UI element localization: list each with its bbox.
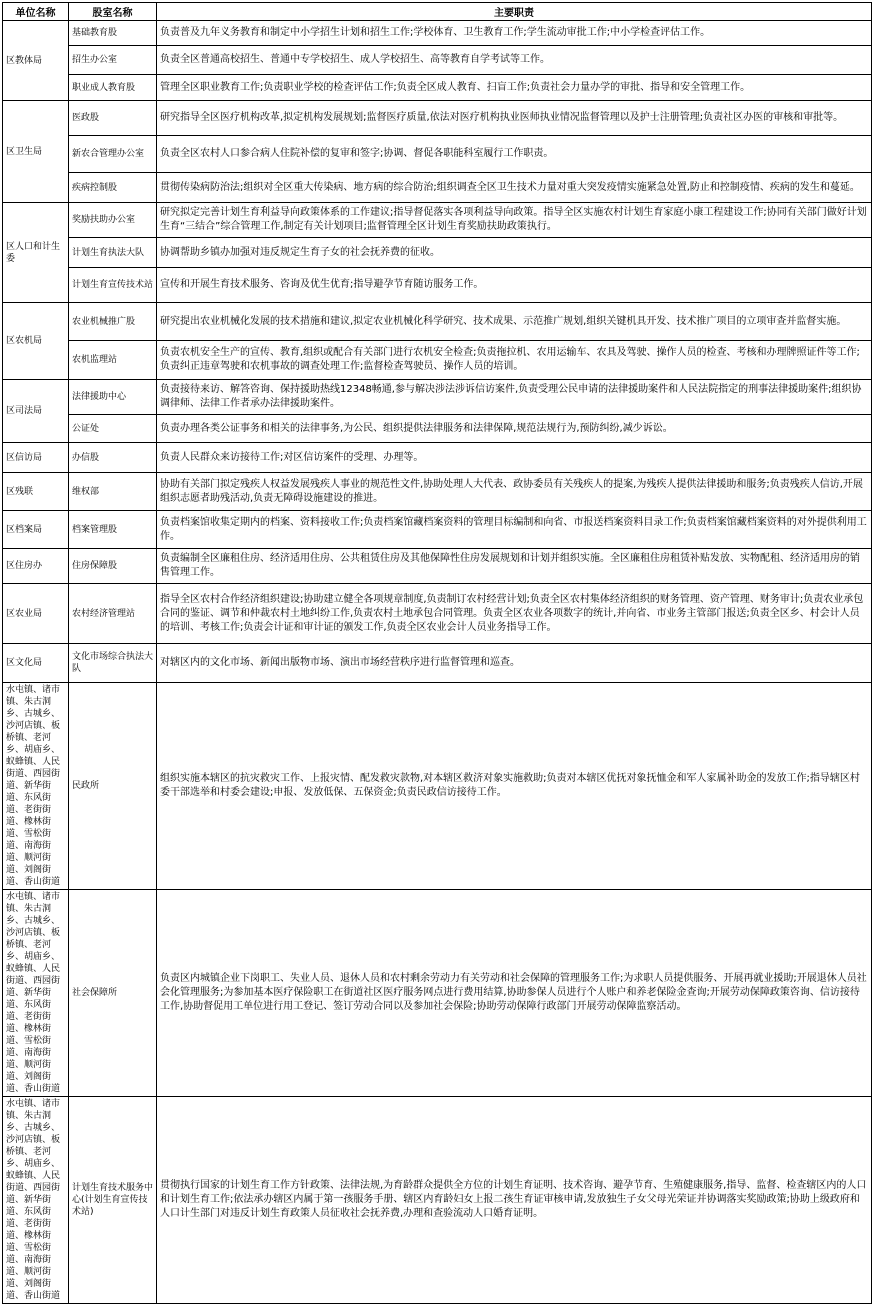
- duty-table: [2, 2, 872, 1304]
- table-row: [3, 890, 872, 1097]
- duty-cell: 研究拟定完善计划生育利益导向政策体系的工作建议;指导督促落实各项利益导向政策。指导全区实施农村计划生育家庭小康工程建设工作;协同有关部门做好计划生育“三结合”综合管理工作,制定有关计划项目;监督管理全区计划生育奖励扶助政策执行。: [157, 203, 872, 238]
- table-row: [3, 101, 872, 136]
- section-name-cell: 招生办公室: [69, 46, 157, 75]
- unit-name-cell: 区司法局: [3, 380, 69, 443]
- section-name-cell: 疾病控制股: [69, 173, 157, 203]
- header-unit-name: 单位名称: [3, 3, 69, 21]
- duty-cell: 负责普及九年义务教育和制定中小学招生计划和招生工作;学校体育、卫生教育工作;学生流动审批工作;中小学检查评估工作。: [157, 21, 872, 46]
- section-name-cell: 档案管理股: [69, 511, 157, 549]
- duty-cell: 组织实施本辖区的抗灾救灾工作、上报灾情、配发救灾款物,对本辖区救济对象实施救助;负责对本辖区优抚对象抚恤金和军人家属补助金的发放工作;指导辖区村委干部选举和村委会建设;申报、发放低保、五保资金;负责民政信访接待工作。: [157, 683, 872, 890]
- table-row: [3, 238, 872, 268]
- duty-cell: 负责人民群众来访接待工作;对区信访案件的受理、办理等。: [157, 443, 872, 473]
- table-row: [3, 380, 872, 415]
- duty-cell: 对辖区内的文化市场、新闻出版物市场、演出市场经营秩序进行监督管理和巡查。: [157, 644, 872, 683]
- table-body: [3, 21, 872, 1304]
- table-row: [3, 683, 872, 890]
- section-name-cell: 住房保障股: [69, 549, 157, 584]
- duty-cell: 协助有关部门拟定残疾人权益发展残疾人事业的规范性文件,协助处理人大代表、政协委员有关残疾人的提案,为残疾人提供法律援助和服务;负责残疾人信访,开展组织志愿者助残活动,负责无障碍设施建设的推进。: [157, 473, 872, 511]
- unit-name-cell: 区人口和计生委: [3, 203, 69, 303]
- duty-cell: 研究指导全区医疗机构改革,拟定机构发展规划;监督医疗质量,依法对医疗机构执业医师执业情况监督管理以及护士注册管理;负责社区办医的审核和审批等。: [157, 101, 872, 136]
- unit-name-cell: 区卫生局: [3, 101, 69, 203]
- header-section-name: 股室名称: [69, 3, 157, 21]
- table-row: [3, 584, 872, 644]
- section-name-cell: 奖励扶助办公室: [69, 203, 157, 238]
- duty-cell: 管理全区职业教育工作;负责职业学校的检查评估工作;负责全区成人教育、扫盲工作;负责社会力量办学的审批、指导和安全管理工作。: [157, 75, 872, 101]
- table-row: [3, 511, 872, 549]
- unit-name-cell: 区文化局: [3, 644, 69, 683]
- section-name-cell: 维权部: [69, 473, 157, 511]
- table-row: [3, 21, 872, 46]
- unit-name-cell: 区档案局: [3, 511, 69, 549]
- duty-cell: 负责全区普通高校招生、普通中专学校招生、成人学校招生、高等教育自学考试等工作。: [157, 46, 872, 75]
- table-row: [3, 268, 872, 303]
- duty-cell: 指导全区农村合作经济组织建设;协助建立健全各项规章制度,负责制订农村经营计划;负责全区农村集体经济组织的财务管理、资产管理、财务审计;负责农业承包合同的鉴证、调节和仲裁农村土地纠纷工作,负责农村土地承包合同管理。负责全区农业各项数字的统计,并向省、市业务主管部门报送;负责全区乡、村会计人员的培训、考核工作;负责会计证和审计证的颁发工作,负责全区农业会计人员业务指导工作。: [157, 584, 872, 644]
- duty-cell: 贯彻传染病防治法;组织对全区重大传染病、地方病的综合防治;组织调查全区卫生技术力量对重大突发疫情实施紧急处置,防止和控制疫情、疾病的发生和蔓延。: [157, 173, 872, 203]
- section-name-cell: 计划生育宣传技术站: [69, 268, 157, 303]
- unit-name-cell: 水屯镇、诸市镇、朱古洞乡、古城乡、沙河店镇、板桥镇、老河乡、胡庙乡、蚁蜂镇、人民街道、西园街道、新华街道、东风街道、老街街道、橡林街道、雪松街道、南海街道、顺河街道、刘阁街道、香山街道: [3, 890, 69, 1097]
- duty-cell: 负责档案馆收集定期内的档案、资料接收工作;负责档案馆藏档案资料的管理目标编制和向省、市报送档案资料目录工作;负责档案馆藏档案资料的对外提供利用工作。: [157, 511, 872, 549]
- table-row: [3, 1097, 872, 1304]
- section-name-cell: 农机监理站: [69, 341, 157, 380]
- unit-name-cell: 区农机局: [3, 303, 69, 380]
- section-name-cell: 民政所: [69, 683, 157, 890]
- section-name-cell: 计划生育技术服务中心(计划生育宣传技术站): [69, 1097, 157, 1304]
- section-name-cell: 公证处: [69, 415, 157, 443]
- unit-name-cell: 区教体局: [3, 21, 69, 101]
- section-name-cell: 办信股: [69, 443, 157, 473]
- unit-name-cell: 水屯镇、诸市镇、朱古洞乡、古城乡、沙河店镇、板桥镇、老河乡、胡庙乡、蚁蜂镇、人民街道、西园街道、新华街道、东风街道、老街街道、橡林街道、雪松街道、南海街道、顺河街道、刘阁街道、香山街道: [3, 683, 69, 890]
- section-name-cell: 法律援助中心: [69, 380, 157, 415]
- table-row: [3, 415, 872, 443]
- header-duties: 主要职责: [157, 3, 872, 21]
- section-name-cell: 职业成人教育股: [69, 75, 157, 101]
- unit-name-cell: 区信访局: [3, 443, 69, 473]
- table-row: [3, 644, 872, 683]
- duty-cell: 负责办理各类公证事务和相关的法律事务,为公民、组织提供法律服务和法律保障,规范法规行为,预防纠纷,减少诉讼。: [157, 415, 872, 443]
- unit-name-cell: 区住房办: [3, 549, 69, 584]
- unit-name-cell: 水屯镇、诸市镇、朱古洞乡、古城乡、沙河店镇、板桥镇、老河乡、胡庙乡、蚁蜂镇、人民街道、西园街道、新华街道、东风街道、老街街道、橡林街道、雪松街道、南海街道、顺河街道、刘阁街道、香山街道: [3, 1097, 69, 1304]
- section-name-cell: 计划生育执法大队: [69, 238, 157, 268]
- duty-cell: 研究提出农业机械化发展的技术措施和建议,拟定农业机械化科学研究、技术成果、示范推广规划,组织关键机具开发、技术推广项目的立项审查并监督实施。: [157, 303, 872, 341]
- unit-name-cell: 区农业局: [3, 584, 69, 644]
- duty-cell: 协调帮助乡镇办加强对违反规定生育子女的社会抚养费的征收。: [157, 238, 872, 268]
- section-name-cell: 医政股: [69, 101, 157, 136]
- duty-cell: 贯彻执行国家的计划生育工作方针政策、法律法规,为育龄群众提供全方位的计划生育证明、技术咨询、避孕节育、生殖健康服务,指导、监督、检查辖区内的人口和计划生育工作;依法承办辖区内属于第一孩服务手册、辖区内育龄妇女上报二孩生育证审核申请,发放独生子女父母光荣证并协调落实奖励政策;协助上级政府和人口计生部门对违反计划生育政策人员征收社会抚养费,办理和查验流动人口婚育证明。: [157, 1097, 872, 1304]
- section-name-cell: 新农合管理办公室: [69, 136, 157, 173]
- section-name-cell: 基础教育股: [69, 21, 157, 46]
- table-row: [3, 549, 872, 584]
- table-row: [3, 341, 872, 380]
- section-name-cell: 社会保障所: [69, 890, 157, 1097]
- table-row: [3, 46, 872, 75]
- duty-cell: 负责农机安全生产的宣传、教育,组织或配合有关部门进行农机安全检查;负责拖拉机、农用运输车、农具及驾驶、操作人员的检查、考核和办理牌照证件等工作;负责纠正违章驾驶和农机事故的调查处理工作;监督检查驾驶员、操作人员的培训。: [157, 341, 872, 380]
- table-row: [3, 173, 872, 203]
- duty-cell: 负责编制全区廉租住房、经济适用住房、公共租赁住房及其他保障性住房发展规划和计划并组织实施。全区廉租住房租赁补贴发放、实物配租、经济适用房的销售管理工作。: [157, 549, 872, 584]
- section-name-cell: 文化市场综合执法大队: [69, 644, 157, 683]
- table-row: [3, 75, 872, 101]
- unit-name-cell: 区残联: [3, 473, 69, 511]
- duty-cell: 负责全区农村人口参合病人住院补偿的复审和签字;协调、督促各职能科室履行工作职责。: [157, 136, 872, 173]
- duty-cell: 负责接待来访、解答咨询、保持援助热线12348畅通,参与解决涉法涉诉信访案件,负责受理公民申请的法律援助案件和人民法院指定的刑事法律援助案件;组织协调律师、法律工作者承办法律援助案件。: [157, 380, 872, 415]
- table-row: [3, 303, 872, 341]
- table-row: [3, 203, 872, 238]
- table-row: [3, 443, 872, 473]
- duty-cell: 宣传和开展生育技术服务、咨询及优生优育;指导避孕节育随访服务工作。: [157, 268, 872, 303]
- duty-cell: 负责区内城镇企业下岗职工、失业人员、退休人员和农村剩余劳动力有关劳动和社会保障的管理服务工作;为求职人员提供服务、开展再就业援助;开展退休人员社会化管理服务;为参加基本医疗保险职工在街道社区医疗服务网点进行费用结算,协助参保人员进行个人账户和养老保险金查询;开展劳动保障政策咨询、信访接待工作,协助督促用工单位进行用工登记、签订劳动合同以及参加社会保险;协助劳动保障行政部门开展劳动保障监察活动。: [157, 890, 872, 1097]
- table-row: [3, 473, 872, 511]
- header-row: [3, 3, 872, 21]
- table-row: [3, 136, 872, 173]
- section-name-cell: 农村经济管理站: [69, 584, 157, 644]
- section-name-cell: 农业机械推广股: [69, 303, 157, 341]
